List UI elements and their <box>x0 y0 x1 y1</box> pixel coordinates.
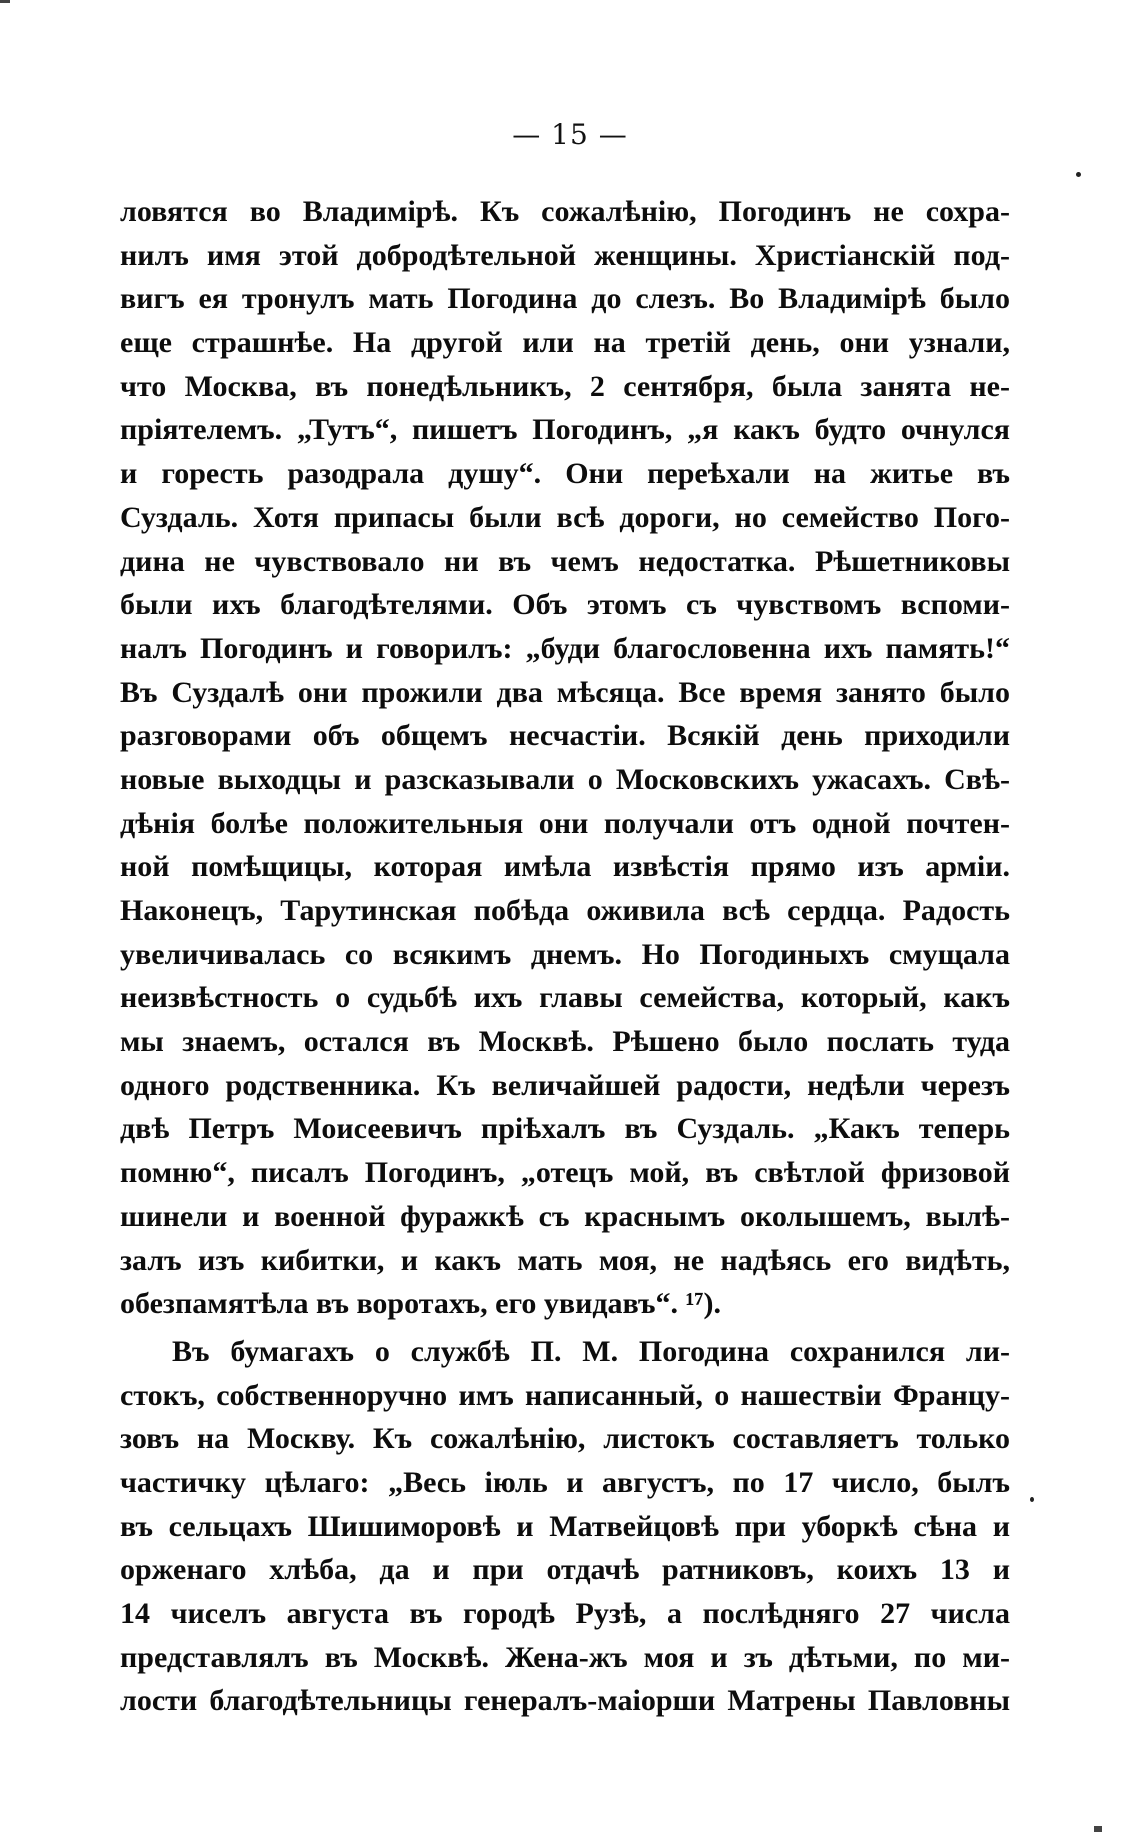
text-line: и горесть разодрала душу“. Они переѣхали на житье въ <box>120 457 1010 491</box>
text-line: 14 чиселъ августа въ городѣ Рузѣ, а послѣдняго 27 числа <box>120 1597 1010 1630</box>
page-number: — 15 — <box>512 118 628 151</box>
text-line: частичку цѣлаго: „Весь іюль и августъ, по 17 число, былъ <box>120 1465 1010 1499</box>
text-line: помню“, писалъ Погодинъ, „отецъ мой, въ свѣтлой фризовой <box>120 1156 1010 1190</box>
text-line: пріятелемъ. „Тутъ“, пишетъ Погодинъ, „я какъ будто очнулся <box>120 413 1010 447</box>
text-line: въ сельцахъ Шишиморовѣ и Матвейцовѣ при уборкѣ сѣна и <box>120 1509 1010 1543</box>
text-line: одного родственника. Къ величайшей радости, недѣли черезъ <box>120 1068 1010 1102</box>
text-line: что Москва, въ понедѣльникъ, 2 сентября, была занята не- <box>120 369 1010 403</box>
scan-speck <box>1076 172 1081 177</box>
text-line: были ихъ благодѣтелями. Объ этомъ съ чувствомъ вспоми- <box>120 588 1010 622</box>
scan-speck <box>1030 1497 1034 1502</box>
text-line: еще страшнѣе. На другой или на третій день, они узнали, <box>120 326 1010 360</box>
text-line: представлялъ въ Москвѣ. Жена-жъ моя и зъ дѣтьми, по ми- <box>120 1640 1010 1674</box>
text-line: стокъ, собственноручно имъ написанный, о нашествіи Францу- <box>120 1378 1010 1412</box>
text-line: нилъ имя этой добродѣтельной женщины. Христіанскій под- <box>120 238 1010 272</box>
text-line: Въ Суздалѣ они прожили два мѣсяца. Все время занято было <box>120 675 1010 709</box>
text-line: ной помѣщицы, которая имѣла извѣстія прямо изъ арміи. <box>120 850 1010 884</box>
text-line: вигъ ея тронулъ мать Погодина до слезъ. Во Владимірѣ было <box>120 282 1010 316</box>
scan-edge-mark <box>0 0 10 3</box>
text-line: обезпамятѣла въ воротахъ, его увидавъ“. ¹⁷). <box>120 1287 721 1321</box>
text-line: дѣнія болѣе положительныя они получали отъ одной почтен- <box>120 806 1010 840</box>
text-line: мы знаемъ, остался въ Москвѣ. Рѣшено было послать туда <box>120 1025 1010 1059</box>
text-line: лости благодѣтельницы генералъ-маіорши Матрены Павловны <box>120 1684 1010 1718</box>
body-text <box>120 190 1010 1723</box>
text-line: неизвѣстность о судьбѣ ихъ главы семейства, который, какъ <box>120 981 1010 1015</box>
text-line: разговорами объ общемъ несчастіи. Всякій день приходили <box>120 719 1010 753</box>
text-line: зовъ на Москву. Къ сожалѣнію, листокъ составляетъ только <box>120 1422 1010 1456</box>
text-line: налъ Погодинъ и говорилъ: „буди благословенна ихъ память!“ <box>120 631 1010 665</box>
text-line: увеличивалась со всякимъ днемъ. Но Погодиныхъ смущала <box>120 937 1010 971</box>
text-line: Суздаль. Хотя припасы были всѣ дороги, но семейство Пого- <box>120 500 1010 534</box>
text-line: ловятся во Владимірѣ. Къ сожалѣнію, Погодинъ не сохра- <box>120 195 1010 228</box>
text-line: залъ изъ кибитки, и какъ мать моя, не надѣясь его видѣть, <box>120 1243 1010 1277</box>
text-line: орженаго хлѣба, да и при отдачѣ ратниковъ, коихъ 13 и <box>120 1553 1010 1587</box>
text-line: шинели и военной фуражкѣ съ краснымъ околышемъ, вылѣ- <box>120 1199 1010 1233</box>
text-line: Наконецъ, Тарутинская побѣда оживила всѣ сердца. Радость <box>120 894 1010 927</box>
text-line: Въ бумагахъ о службѣ П. М. Погодина сохранился ли- <box>172 1334 1010 1368</box>
scan-edge-mark <box>1094 1826 1102 1832</box>
text-line: дина не чувствовало ни въ чемъ недостатка. Рѣшетниковы <box>120 544 1010 578</box>
text-line: двѣ Петръ Моисеевичъ пріѣхалъ въ Суздаль. „Какъ теперь <box>120 1112 1010 1146</box>
text-line: новые выходцы и разсказывали о Московскихъ ужасахъ. Свѣ- <box>120 762 1010 796</box>
